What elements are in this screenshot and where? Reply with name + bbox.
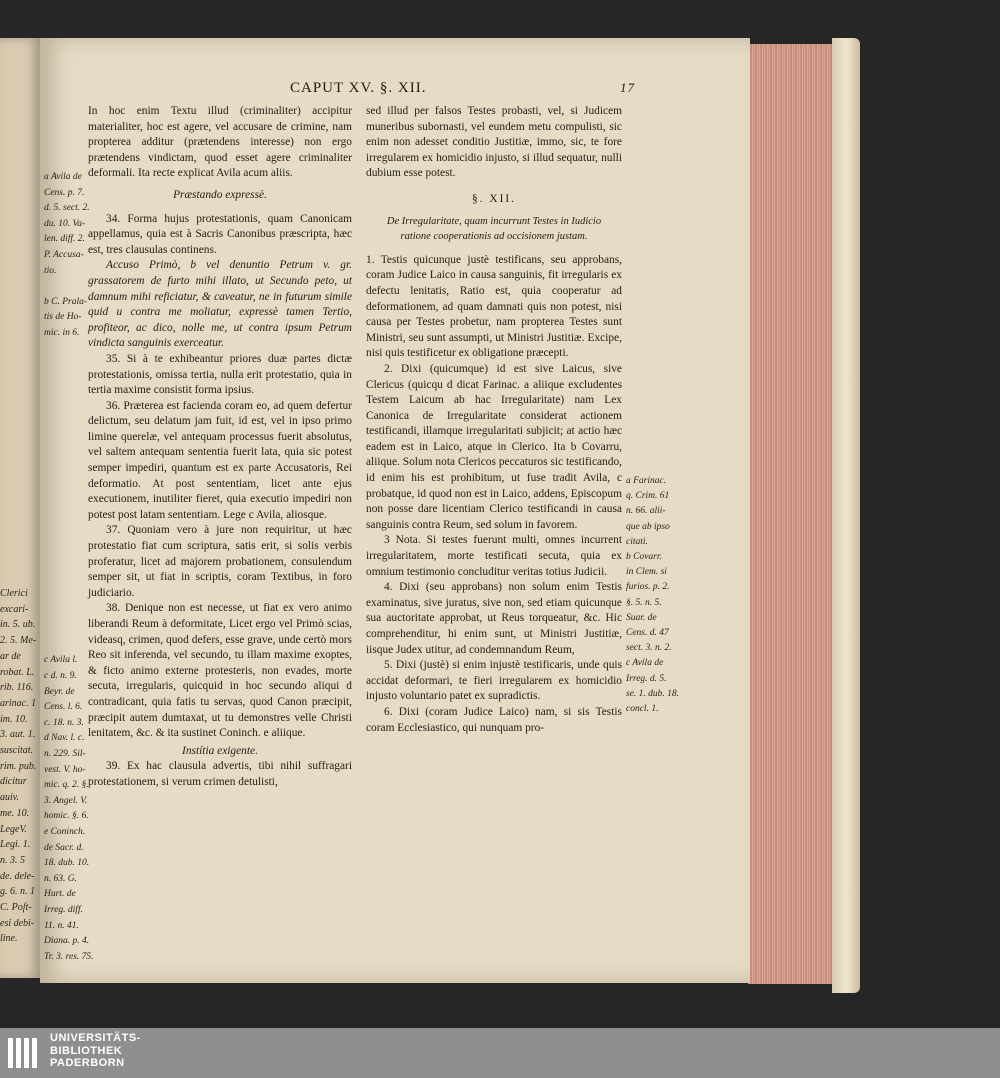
subheading: Præstando expressè. [173, 188, 267, 201]
paragraph: sed illud per falsos Testes probasti, vel, si Judicem muneribus subornasti, vel eundem metu compulisti, sic enim non adesset conditio Justitiæ, immo, sic, te fore irregularem ex homicidio injusto, si illud sequatur, nulli dubium esse potest. [366, 105, 622, 180]
left-page-margin-fragments: Clerici excari- in. 5. ub. 2. 5. Me- ar de robat. L. rib. 116. arinac. 1 im. 10. 3. aut. 1. suscitat. rim. pub. dicitur auiv. me. 10. LegeV. Legi. 1. n. 3. 5 de. dele- g. 6. n. 1 C. Poſt- esi debi- line. [0, 588, 36, 945]
library-name [50, 1032, 141, 1070]
running-title: CAPUT XV. §. XII. [290, 80, 427, 96]
footer-bar [0, 1028, 1000, 1078]
library-logo-icon [6, 1032, 44, 1072]
right-column [366, 104, 622, 736]
paragraph: 38. Denique non est necesse, ut fiat ex vero animo liberandi Reum à deformitate, Licet ergo vel Primò scias, videasq, crimen, quod defers, esse grave, unde certò mors Reo sit inferenda, vel secundo, tu illam maxime exoptes, & ficto animo externe protesteris, non evades, morte secuta, irregularis, quicquid in hoc secundo aliqui d contradicant, quia fatis tu servas, quod Canon præcipit, præcipit autem dumtaxat, ut tu demonstres velle Christi lenitatem, &c. & ita sustinet Coninch. e aliique. [88, 602, 352, 740]
subheading: Instítia exigente. [182, 744, 258, 757]
section-number: §. XII. [471, 192, 517, 205]
left-column [88, 104, 352, 791]
paragraph: 1. Testis quicunque justè testificans, seu approbans, coram Judice Laico in causa sanguinis, fit irregularis ex defectu lenitatis, Ratio est, quia cooperatur ad deformationem, ad quam damnati quis non potest, nisi causa per Testes probetur, nam propterea Testes sunt Ministri, seu sunt assumpti, ut Ministri Justitiæ. Excipe, nisi quis testificetur ex obligatione præcepti. [366, 253, 622, 360]
library-name-line: UNIVERSITÄTS- [50, 1032, 141, 1044]
left-margin-notes: a Avila de Cens. p. 7. d. 5. sect. 2. du. 10. Va- len. diff. 2. P. Accusa- tio. b C. Prala- tis de Ho- mic. in 6. c Avila l. c d. n. 9. Beyr. de Cens. l. 6. c. 18. n. 3. d Nav. l. c. n. 229. Sil- vest. V. ho- mic. q. 2. §. 3. Angel. V. homic. §. 6. e Coninch. de Sacr. d. 18. dub. 10. n. 63. G. Hurt. de Irreg. diff. 11. n. 41. Diana. p. 4. Tr. 3. res. 75. [44, 172, 94, 962]
paragraph: Accuso Primò, b vel denuntio Petrum v. gr. grassatorem de furto mihi illato, ut Secundo peto, ut damnum mihi reficiatur, & caveatur, ne in futurum simile quid u contra me moliatur, expressè tamen Tertio, profiteor, ac dico, nolle me, ut contra ipsum Petrum vindicta sanguinis exerceatur. [88, 259, 352, 350]
page-block-edge [748, 44, 835, 984]
paragraph: 3 Nota. Si testes fuerunt multi, omnes incurrent irregularitatem, morte testificati secuta, quia ex omnium testimonio concluditur veritas totius Judicii. [366, 534, 622, 578]
paragraph: 35. Si à te exhibeantur priores duæ partes dictæ protestationis, omissa tertia, nulla erit protestatio, quia in tertia maxime consistit forma ipsius. [88, 352, 352, 397]
paragraph: In hoc enim Textu illud (criminaliter) accipitur materialiter, hoc est agere, vel accusare de crimine, nam propterea additur (prætendens interesse) non ergo prætendens vindictam, quod esset agere criminaliter deformali. Ita recte explicat Avila acum aliis. [88, 105, 352, 180]
section-title: De Irregularitate, quam incurrunt Testes in Iudicio ratione cooperationis ad occisionem justam. [386, 215, 602, 243]
library-name-line: PADERBORN [50, 1057, 125, 1069]
paragraph: 36. Præterea est facienda coram eo, ad quem defertur delictum, seu delatum jam fuit, id est, vel in ipso primo limine querelæ, vel antequam processus fuerit absolutus, vel saltem antequam sententia fuerit lata, quia sic potest semper impediri, quantum est ex parte Accusatoris, Rei deformatio. At post sententiam, licet ante ejus executionem, inutiliter fieret, quia executio impediri non potest post latam sententiam. Lege c Avila, aliosque. [88, 399, 352, 521]
paragraph: 34. Forma hujus protestationis, quam Canonicam appellamus, quia est à Sacris Canonibus præscripta, hæc est, tres clausulas continens. [88, 212, 352, 256]
paragraph: 2. Dixi (quicumque) id est sive Laicus, sive Clericus (quicqu d dicat Farinac. a aliique excludentes Testem Laicum ab hac Irregularitate) nam Lex Canonica de Irregularitate considerat actionem testificandi, illamque irregularitati subjicit; at actio hæc eadem est in Laico, atque in Clerico. Ita b Covarru, aliique. Solum nota Clericos peccaturos sic testificando, id enim his est prohibitum, ut fuse tradit Avila, c probatque, id quod non est in Laico, addens, Episcopum non posse dare licentiam Clerico testificandi in causa sanguinis contra Reum, sed solum in favorem. [366, 362, 622, 531]
left-page-edge [0, 38, 41, 978]
paragraph: 4. Dixi (seu approbans) non solum enim Testis examinatus, sive juratus, sive non, sed etiam quicunque sua auctoritate approbat, ut Reus torqueatur, &c. Hic comprehenditur, hi enim sunt, ut Ministri Justitiæ, iisque Judex utitur, ad condemnandum Reum, [366, 581, 622, 656]
paragraph: 39. Ex hac clausula advertis, tibi nihil suffragari protestationem, si verum crimen detulisti, [88, 760, 352, 788]
book-cover-edge [832, 38, 860, 993]
page-number: 17 [620, 80, 635, 95]
library-name-line: BIBLIOTHEK [50, 1044, 123, 1057]
paragraph: 6. Dixi (coram Judice Laico) nam, si sis Testis coram Ecclesiastico, qui nunquam pro- [366, 705, 622, 734]
paragraph: 37. Quoniam vero à jure non requiritur, ut hæc protestatio fiat cum scriptura, satis erit, si solis verbis proferatur, licet ad majorem probationem, consulendum semper sit, ut fiat in scriptis, coram Textibus, in foro judiciario. [88, 524, 352, 599]
right-margin-notes: a Farinac. q. Crim. 61 n. 66. alii- que ab ipso citati. b Covarr. in Clem. si furios. p. 2. §. 5. n. 5. Suar. de Cens. d. 47 sect. 3. n. 2. c Avila de Irreg. d. 5. se. 1. dub. 18. concl. 1. [626, 476, 680, 715]
paragraph: 5. Dixi (justè) si enim injustè testificaris, unde quis accidat deformari, te fieri irregularem ex homicidio injusto voluntario patet ex supradictis. [366, 659, 622, 703]
